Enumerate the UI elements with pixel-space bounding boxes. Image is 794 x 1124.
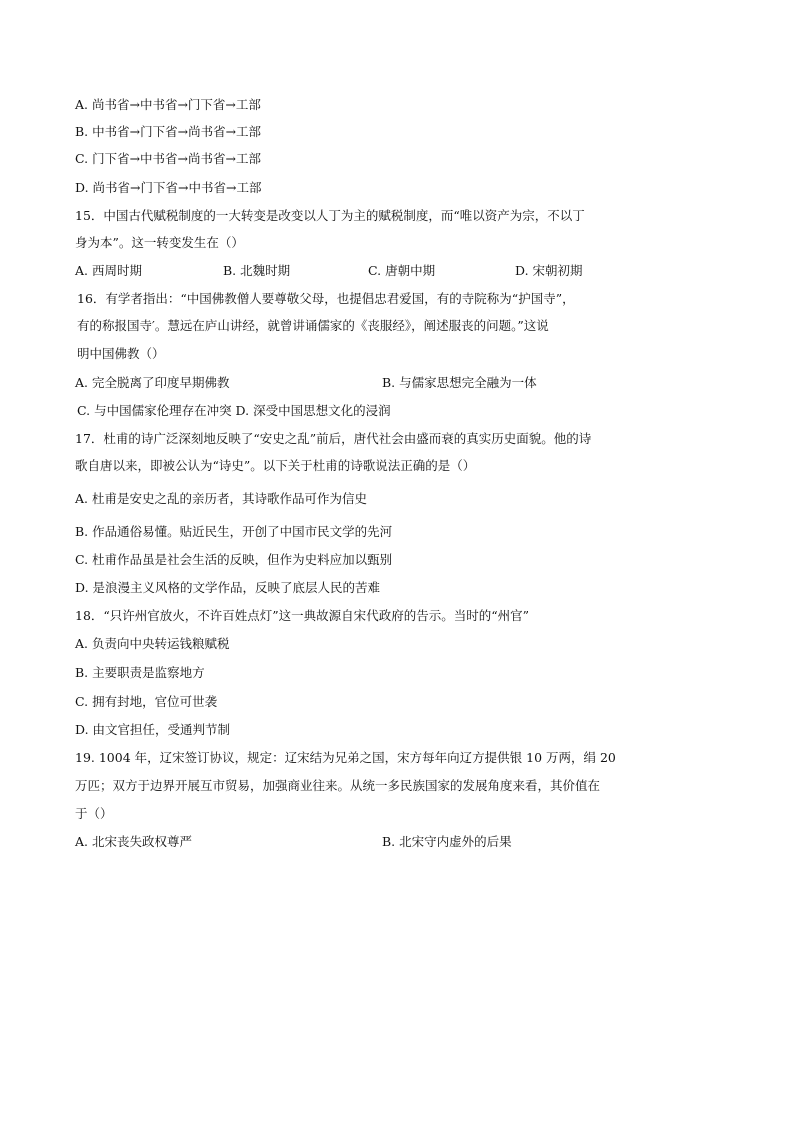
q16-stem-line1: 16．有学者指出：“中国佛教僧人要尊敬父母，也提倡忠君爱国，有的寺院称为“护国寺”，	[77, 291, 575, 306]
q18-option-c: C. 拥有封地，官位可世袭	[75, 694, 218, 709]
q16-stem-line3: 明中国佛教（）	[77, 346, 165, 361]
q19-option-a: A. 北宋丧失政权尊严	[75, 834, 192, 849]
q15-stem-line1: 15．中国古代赋税制度的一大转变是改变以人丁为主的赋税制度，而“唯以资产为宗，不以丁	[75, 208, 585, 223]
q18-option-d: D. 由文官担任，受通判节制	[75, 722, 231, 737]
q18-option-b: B. 主要职责是监察地方	[75, 665, 205, 680]
q17-option-b: B. 作品通俗易懂。贴近民生，开创了中国市民文学的先河	[75, 524, 393, 539]
q14-option-c: C. 门下省→中书省→尚书省→工部	[75, 151, 261, 166]
q18-option-a: A. 负责向中央转运钱粮赋税	[75, 636, 230, 651]
q16-option-b: B. 与儒家思想完全融为一体	[382, 375, 537, 390]
q17-option-c: C. 杜甫作品虽是社会生活的反映，但作为史料应加以甄别	[75, 552, 393, 567]
q16-stem-line2: 有的称报国寺′。慧远在庐山讲经，就曾讲诵儒家的《丧服经》，阐述服丧的问题。”这说	[77, 318, 549, 333]
q17-option-d: D. 是浪漫主义风格的文学作品，反映了底层人民的苦难	[75, 580, 381, 595]
q15-stem-line2: 身为本”。这一转变发生在（）	[75, 235, 244, 250]
q19-stem-line2: 万匹；双方于边界开展互市贸易，加强商业往来。从统一多民族国家的发展角度来看，其价值在	[75, 778, 601, 793]
q15-option-c: C. 唐朝中期	[368, 263, 436, 278]
q18-stem: 18．“只许州官放火，不许百姓点灯”这一典故源自宋代政府的告示。当时的“州官”	[75, 608, 529, 623]
q19-option-b: B. 北宋守内虚外的后果	[382, 834, 512, 849]
q15-option-a: A. 西周时期	[75, 263, 142, 278]
q19-stem-line3: 于（）	[75, 806, 113, 821]
q14-option-d: D. 尚书省→门下省→中书省→工部	[75, 180, 262, 195]
q19-stem-line1: 19. 1004 年，辽宋签订协议，规定：辽宋结为兄弟之国，宋方每年向辽方提供银 10 万两，绢 20	[75, 750, 616, 765]
q17-option-a: A. 杜甫是安史之乱的亲历者，其诗歌作品可作为信史	[75, 491, 367, 506]
q14-option-b: B. 中书省→门下省→尚书省→工部	[75, 124, 262, 139]
q16-option-a: A. 完全脱离了印度早期佛教	[75, 375, 230, 390]
q14-option-a: A. 尚书省→中书省→门下省→工部	[75, 97, 261, 112]
q17-stem-line1: 17．杜甫的诗广泛深刻地反映了“安史之乱”前后，唐代社会由盛而衰的真实历史面貌。他的诗	[75, 431, 592, 446]
q16-options-row-cd: C. 与中国儒家伦理存在冲突 D. 深受中国思想文化的浸润	[77, 403, 391, 418]
q15-option-b: B. 北魏时期	[223, 263, 291, 278]
q15-option-d: D. 宋朝初期	[515, 263, 583, 278]
q17-stem-line2: 歌自唐以来，即被公认为“诗史”。以下关于杜甫的诗歌说法正确的是（）	[75, 458, 476, 473]
